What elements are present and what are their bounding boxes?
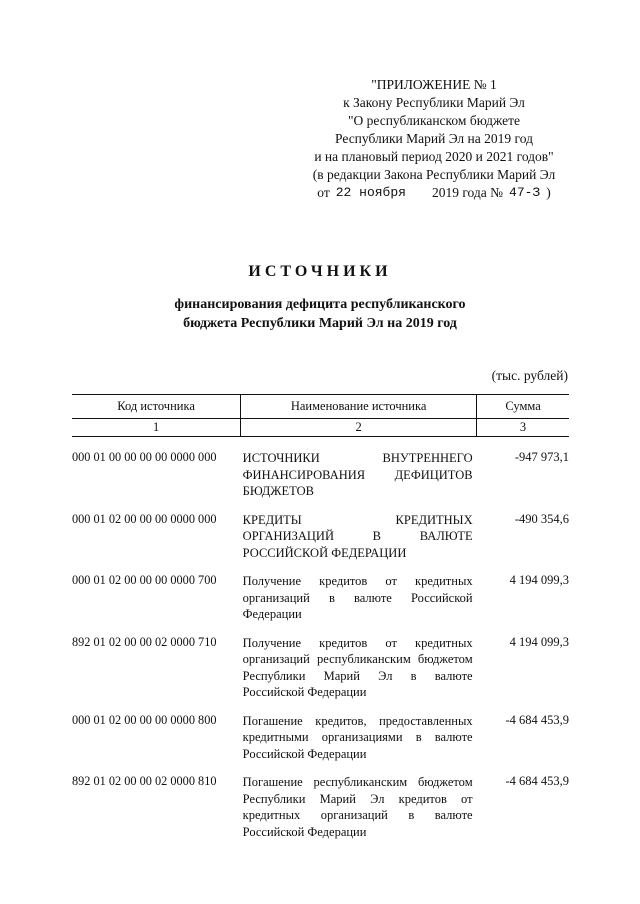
- appendix-line: (в редакции Закона Республики Марий Эл: [312, 167, 556, 182]
- header-name: Наименование источника: [241, 395, 477, 419]
- source-name: Получение кредитов от кредитных организаций республиканским бюджетом Республики Марий Эл в валюте Российской Федерации: [242, 635, 473, 699]
- spacer-row: [72, 437, 569, 450]
- source-name: Погашение республиканским бюджетом Республики Марий Эл кредитов от кредитных организаций в валюте Российской Федерации: [242, 775, 473, 839]
- col-number: 3: [477, 419, 569, 437]
- table-row: [72, 449, 569, 511]
- source-sum: -4 684 453,9: [505, 774, 569, 788]
- source-code: 000 01 00 00 00 00 0000 000: [72, 450, 217, 464]
- source-name: КРЕДИТЫ КРЕДИТНЫХ ОРГАНИЗАЦИЙ В ВАЛЮТЕ РОССИЙСКОЙ ФЕДЕРАЦИИ: [242, 512, 473, 560]
- appendix-line: Республики Марий Эл на 2019 год: [335, 131, 533, 146]
- document-title: ИСТОЧНИКИ: [248, 263, 392, 280]
- source-code: 000 01 02 00 00 00 0000 700: [72, 573, 217, 587]
- table-row: [72, 511, 569, 573]
- table-row: [72, 572, 569, 634]
- subtitle-line: финансирования дефицита республиканского: [174, 297, 466, 312]
- sources-table: [72, 394, 569, 851]
- col-number: 2: [241, 419, 477, 437]
- appendix-line: к Закону Республики Марий Эл: [343, 95, 525, 110]
- law-number: 47-З: [509, 185, 541, 200]
- source-sum: -947 973,1: [514, 450, 569, 464]
- law-prefix: от: [317, 185, 330, 200]
- document-subtitle: [0, 295, 640, 333]
- law-reference-line: [300, 184, 568, 202]
- law-close: ): [546, 185, 551, 200]
- source-code: 000 01 02 00 00 00 0000 000: [72, 511, 217, 526]
- table-row: [72, 773, 569, 851]
- source-name: Погашение кредитов, предоставленных кредитными организациями в валюте Российской Федерации: [242, 713, 473, 761]
- source-sum: 4 194 099,3: [509, 573, 569, 587]
- source-code: 000 01 02 00 00 00 0000 800: [72, 712, 217, 727]
- law-year: 2019 года №: [431, 185, 504, 200]
- header-sum: Сумма: [477, 395, 569, 419]
- source-sum: -4 684 453,9: [505, 712, 569, 727]
- source-code: 892 01 02 00 00 02 0000 710: [72, 634, 217, 649]
- table-row: [72, 634, 569, 712]
- appendix-line: "О республиканском бюджете: [347, 113, 520, 128]
- source-name: Получение кредитов от кредитных организаций в валюте Российской Федерации: [242, 574, 473, 621]
- source-code: 892 01 02 00 00 02 0000 810: [72, 774, 217, 788]
- source-name: ИСТОЧНИКИ ВНУТРЕННЕГО ФИНАНСИРОВАНИЯ ДЕФИЦИТОВ БЮДЖЕТОВ: [242, 451, 473, 498]
- col-number: 1: [72, 419, 241, 437]
- table-header-row: [72, 395, 569, 419]
- column-number-row: [72, 419, 569, 437]
- source-sum: 4 194 099,3: [509, 634, 569, 649]
- units-label: (тыс. рублей): [491, 368, 568, 383]
- source-sum: -490 354,6: [514, 511, 569, 526]
- subtitle-line: бюджета Республики Марий Эл на 2019 год: [183, 316, 457, 331]
- appendix-line: "ПРИЛОЖЕНИЕ № 1: [371, 77, 497, 92]
- law-date: 22 ноября: [335, 185, 406, 200]
- table-row: [72, 712, 569, 774]
- appendix-line: и на плановый период 2020 и 2021 годов": [314, 149, 554, 164]
- appendix-header: [300, 76, 568, 202]
- header-code: Код источника: [72, 395, 241, 419]
